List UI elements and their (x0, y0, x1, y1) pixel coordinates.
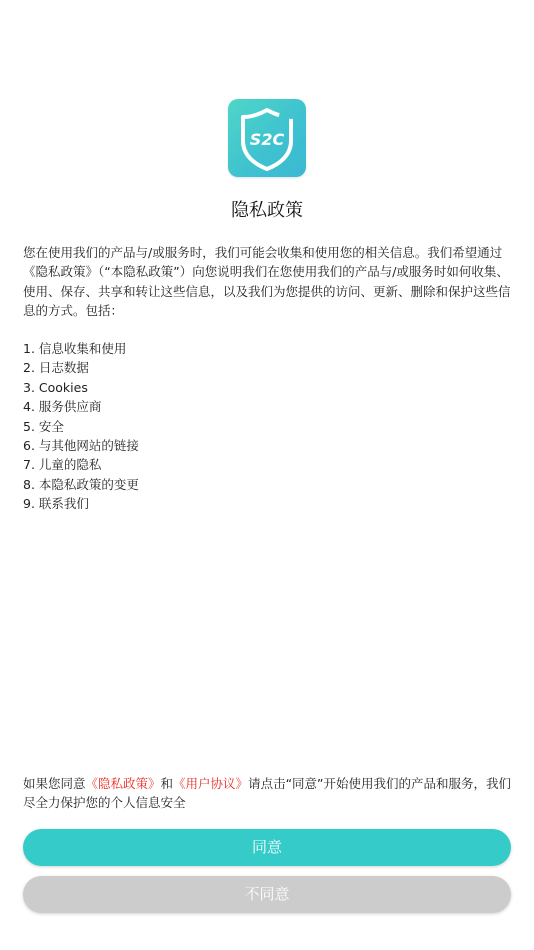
list-item: 8. 本隐私政策的变更 (23, 476, 139, 492)
list-item: 1. 信息收集和使用 (23, 341, 127, 356)
logo-text: S2C (249, 130, 285, 149)
consent-and: 和 (160, 776, 174, 791)
consent-suffix: 请点击“同意”开始使用我们的产品和服务，我们尽全力保护您的个人信息安全 (23, 776, 512, 811)
shield-icon (228, 99, 306, 177)
list-item: 5. 安全 (23, 418, 64, 434)
list-item: 3. Cookies (23, 379, 88, 395)
privacy-policy-link[interactable]: 《隐私政策》 (85, 776, 161, 791)
disagree-button[interactable]: 不同意 (23, 876, 511, 913)
page-title: 隐私政策 (231, 200, 303, 221)
agree-button[interactable]: 同意 (23, 829, 511, 866)
intro-paragraph: 您在使用我们的产品与/或服务时，我们可能会收集和使用您的相关信息。我们希望通过《隐私政策》（“本隐私政策”）向您说明我们在您使用我们的产品与/或服务时如何收集、使用、保存、共享和转让这些信息，以及我们为您提供的访问、更新、删除和保护这些信息的方式。包括： (23, 245, 511, 319)
user-agreement-link[interactable]: 《用户协议》 (173, 776, 249, 791)
consent-text (23, 774, 513, 813)
list-item: 2. 日志数据 (23, 360, 89, 376)
consent-prefix: 如果您同意 (23, 776, 86, 791)
list-item: 6. 与其他网站的链接 (23, 438, 139, 454)
list-item: 9. 联系我们 (23, 496, 89, 512)
policy-contents-list (23, 339, 139, 514)
list-item: 4. 服务供应商 (23, 399, 102, 415)
app-logo (228, 99, 306, 177)
list-item: 7. 儿童的隐私 (23, 457, 102, 473)
